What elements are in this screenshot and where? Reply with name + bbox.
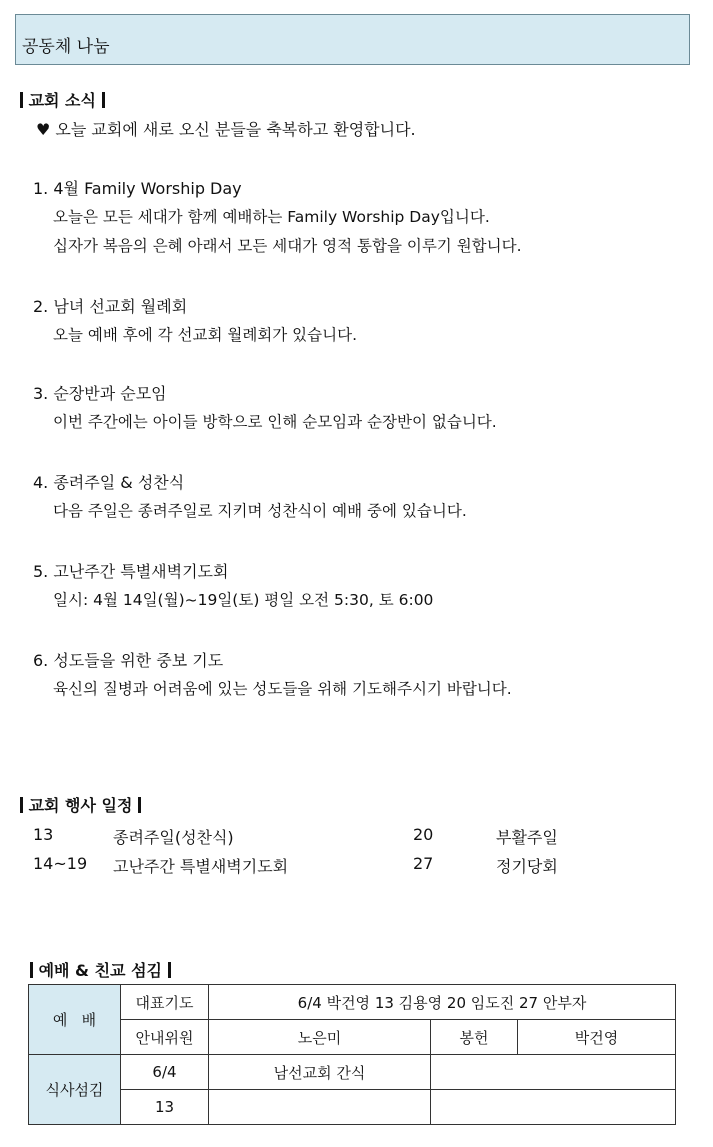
service-title: 예배 & 친교 섬김 (38, 961, 162, 980)
news-item-line: 오늘 예배 후에 각 선교회 월례회가 있습니다. (53, 326, 358, 344)
prayer-label: 대표기도 (121, 985, 209, 1020)
header-banner (15, 14, 690, 65)
offering-value: 박건영 (518, 1020, 676, 1055)
schedule-section-title (20, 793, 141, 816)
news-item-heading: 3. 순장반과 순모임 (33, 384, 167, 403)
news-item-line: 육신의 질병과 어려움에 있는 성도들을 위해 기도해주시기 바랍니다. (53, 680, 512, 698)
bar-left-icon (20, 797, 23, 813)
schedule-date: 14~19 (33, 854, 88, 873)
offering-label: 봉헌 (431, 1020, 518, 1055)
news-title: 교회 소식 (28, 91, 96, 110)
page-title: 공동체 나눔 (22, 37, 110, 57)
news-item-line: 일시: 4월 14일(월)~19일(토) 평일 오전 5:30, 토 6:00 (53, 591, 434, 609)
news-item-line: 이번 주간에는 아이들 방학으로 인해 순모임과 순장반이 없습니다. (53, 413, 497, 431)
service-section-title (30, 958, 171, 981)
schedule-event: 정기당회 (496, 857, 558, 876)
news-item-line: 오늘은 모든 세대가 함께 예배하는 Family Worship Day입니다. (53, 208, 490, 226)
meal-date: 13 (121, 1090, 209, 1125)
news-item-heading: 1. 4월 Family Worship Day (33, 179, 242, 198)
meal-extra-cell (431, 1090, 676, 1125)
schedule-event: 부활주일 (496, 828, 558, 847)
bar-left-icon (20, 92, 23, 108)
schedule-event: 종려주일(성찬식) (113, 828, 234, 847)
news-item-heading: 4. 종려주일 & 성찬식 (33, 473, 185, 492)
meal-value (209, 1090, 431, 1125)
usher-label: 안내위원 (121, 1020, 209, 1055)
bar-right-icon (138, 797, 141, 813)
news-item-heading: 6. 성도들을 위한 중보 기도 (33, 651, 224, 670)
schedule-event: 고난주간 특별새벽기도회 (113, 857, 289, 876)
meal-value: 남선교회 간식 (209, 1055, 431, 1090)
schedule-title: 교회 행사 일정 (28, 796, 133, 815)
schedule-date: 13 (33, 825, 54, 844)
usher-value: 노은미 (209, 1020, 431, 1055)
schedule-date: 27 (413, 854, 434, 873)
bar-right-icon (168, 962, 171, 978)
meal-extra-cell (431, 1055, 676, 1090)
news-item-line: 십자가 복음의 은혜 아래서 모든 세대가 영적 통합을 이루기 원합니다. (53, 237, 522, 255)
schedule-date: 20 (413, 825, 434, 844)
news-item-heading: 5. 고난주간 특별새벽기도회 (33, 562, 229, 581)
news-section-title (20, 88, 105, 111)
prayer-value: 6/4 박건영 13 김용영 20 임도진 27 안부자 (209, 985, 676, 1020)
bar-right-icon (102, 92, 105, 108)
news-item-heading: 2. 남녀 선교회 월례회 (33, 297, 188, 316)
worship-label: 예 배 (29, 985, 121, 1055)
bar-left-icon (30, 962, 33, 978)
meal-date: 6/4 (121, 1055, 209, 1090)
service-table (28, 984, 676, 1125)
news-item-line: 다음 주일은 종려주일로 지키며 성찬식이 예배 중에 있습니다. (53, 502, 467, 520)
meal-label: 식사섬김 (29, 1055, 121, 1125)
news-intro: ♥ 오늘 교회에 새로 오신 분들을 축복하고 환영합니다. (36, 120, 416, 139)
